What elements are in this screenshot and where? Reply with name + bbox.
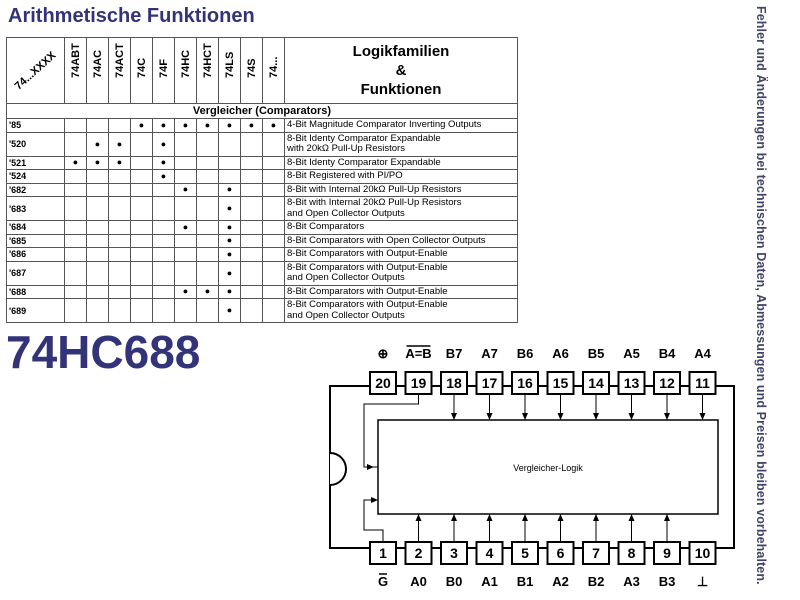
empty-cell <box>263 261 285 285</box>
availability-dot: ● <box>241 119 263 133</box>
family-label: 74F <box>157 58 170 78</box>
family-label: 74LS <box>223 51 236 78</box>
empty-cell <box>153 248 175 262</box>
corner-header-label: 74...XXXX <box>12 49 59 92</box>
availability-dot: ● <box>263 119 285 133</box>
empty-cell <box>109 197 131 221</box>
availability-dot: ● <box>87 156 109 170</box>
pin-13-label: A5 <box>623 346 640 361</box>
pin-19-label: A=B <box>405 346 432 361</box>
function-description-cell <box>285 261 518 285</box>
empty-cell <box>65 285 87 299</box>
pin-2-number: 2 <box>414 545 423 561</box>
table-body <box>7 119 518 323</box>
pin-7-arrow <box>593 514 599 521</box>
pin-18-arrow <box>451 413 457 420</box>
function-description-cell <box>285 285 518 299</box>
pin-12-arrow <box>664 413 670 420</box>
part-number-cell: '524 <box>7 170 65 184</box>
pin-15-label: A6 <box>552 346 569 361</box>
empty-cell <box>65 234 87 248</box>
availability-dot: ● <box>87 132 109 156</box>
page-title: Arithmetische Funktionen <box>8 5 255 27</box>
description-line: 8-Bit Comparators with Output-Enable <box>287 299 448 310</box>
pin-6-label: A2 <box>552 574 569 589</box>
family-label: 74HC <box>179 49 192 78</box>
empty-cell <box>87 221 109 235</box>
empty-cell <box>175 234 197 248</box>
family-label: 74HCT <box>201 42 214 78</box>
pin-19-number: 19 <box>410 375 427 391</box>
section-header: Vergleicher (Comparators) <box>7 104 518 119</box>
empty-cell <box>131 285 153 299</box>
family-header-5 <box>175 38 197 104</box>
empty-cell <box>241 234 263 248</box>
availability-dot: ● <box>219 248 241 262</box>
empty-cell <box>131 132 153 156</box>
pin-11-number: 11 <box>695 375 710 391</box>
empty-cell <box>109 299 131 323</box>
availability-dot: ● <box>175 183 197 197</box>
pin-15-number: 15 <box>552 375 569 391</box>
empty-cell <box>87 285 109 299</box>
empty-cell <box>131 234 153 248</box>
function-description-cell <box>285 197 518 221</box>
pin-8-label: A3 <box>623 574 640 589</box>
description-line: 4-Bit Magnitude Comparator Inverting Outputs <box>287 119 482 130</box>
chip-title: 74HC688 <box>6 326 201 378</box>
empty-cell <box>87 170 109 184</box>
availability-dot: ● <box>219 234 241 248</box>
family-header-9 <box>263 38 285 104</box>
availability-dot: ● <box>109 132 131 156</box>
empty-cell <box>109 285 131 299</box>
empty-cell <box>175 156 197 170</box>
empty-cell <box>153 197 175 221</box>
family-label: 74... <box>267 56 280 78</box>
empty-cell <box>153 183 175 197</box>
family-header-8 <box>241 38 263 104</box>
description-line: 8-Bit Registered with PI/PO <box>287 170 403 181</box>
pin-17-number: 17 <box>481 375 498 391</box>
pin-16-number: 16 <box>517 375 533 391</box>
part-number-cell: '686 <box>7 248 65 262</box>
pin-14-number: 14 <box>588 375 604 391</box>
empty-cell <box>263 234 285 248</box>
empty-cell <box>197 132 219 156</box>
empty-cell <box>65 261 87 285</box>
family-label: 74AC <box>91 49 104 78</box>
pin-15-arrow <box>558 413 564 420</box>
empty-cell <box>109 234 131 248</box>
pin-4-number: 4 <box>485 545 494 561</box>
empty-cell <box>219 132 241 156</box>
empty-cell <box>87 234 109 248</box>
empty-cell <box>65 119 87 133</box>
empty-cell <box>241 221 263 235</box>
empty-cell <box>175 197 197 221</box>
part-number-cell: '520 <box>7 132 65 156</box>
empty-cell <box>263 221 285 235</box>
description-line: 8-Bit Identy Comparator Expandable <box>287 132 441 144</box>
empty-cell <box>219 156 241 170</box>
availability-dot: ● <box>219 299 241 323</box>
table-row <box>7 221 518 235</box>
pin-16-arrow <box>522 413 528 420</box>
pin-20-label: ⊕ <box>377 346 389 361</box>
pin-3-label: B0 <box>445 574 463 589</box>
table-row <box>7 119 518 133</box>
pin-4-arrow <box>487 514 493 521</box>
pin-1-number: 1 <box>379 545 387 561</box>
part-number-cell: '689 <box>7 299 65 323</box>
function-description-cell <box>285 234 518 248</box>
availability-dot: ● <box>175 119 197 133</box>
pin-6-arrow <box>558 514 564 521</box>
description-line: 8-Bit Comparators with Output-Enable <box>287 285 448 297</box>
availability-dot: ● <box>153 119 175 133</box>
pin-7-number: 7 <box>592 545 600 561</box>
pin-2-arrow <box>416 514 422 521</box>
family-header-2 <box>109 38 131 104</box>
description-line: with 20kΩ Pull-Up Resistors <box>287 143 405 154</box>
table-row <box>7 234 518 248</box>
empty-cell <box>241 299 263 323</box>
empty-cell <box>153 285 175 299</box>
empty-cell <box>109 119 131 133</box>
pin-13-arrow <box>629 413 635 420</box>
pin-14-label: B5 <box>587 346 605 361</box>
availability-dot: ● <box>197 119 219 133</box>
empty-cell <box>65 132 87 156</box>
empty-cell <box>197 197 219 221</box>
description-line: 8-Bit Comparators with Output-Enable <box>287 248 448 259</box>
pin-9-arrow <box>664 514 670 521</box>
empty-cell <box>153 234 175 248</box>
empty-cell <box>263 170 285 184</box>
chip-notch <box>330 453 346 485</box>
description-line: and Open Collector Outputs <box>287 272 405 283</box>
part-number-cell: '85 <box>7 119 65 133</box>
pin-19-arrow <box>367 464 374 470</box>
family-label: 74S <box>245 57 258 78</box>
function-description-cell <box>285 132 518 156</box>
part-number-cell: '683 <box>7 197 65 221</box>
pin-9-label: B3 <box>658 574 676 589</box>
header-line-1: Logikfamilien <box>352 43 450 60</box>
pin-2-label: A0 <box>410 574 427 589</box>
empty-cell <box>131 221 153 235</box>
empty-cell <box>241 170 263 184</box>
empty-cell <box>241 156 263 170</box>
availability-dot: ● <box>153 132 175 156</box>
table-row <box>7 261 518 285</box>
empty-cell <box>131 156 153 170</box>
table-row <box>7 183 518 197</box>
pin-13-number: 13 <box>623 375 640 391</box>
pin-4-label: A1 <box>481 574 498 589</box>
family-header-4 <box>153 38 175 104</box>
empty-cell <box>131 261 153 285</box>
family-header-3 <box>131 38 153 104</box>
part-number-cell: '682 <box>7 183 65 197</box>
pin-19-trace <box>364 394 419 467</box>
table-row <box>7 248 518 262</box>
empty-cell <box>197 221 219 235</box>
pin-18-label: B7 <box>445 346 463 361</box>
family-label: 74C <box>135 57 148 78</box>
empty-cell <box>175 132 197 156</box>
empty-cell <box>263 156 285 170</box>
pin-16-label: B6 <box>516 346 534 361</box>
family-header-6 <box>197 38 219 104</box>
empty-cell <box>197 261 219 285</box>
empty-cell <box>153 221 175 235</box>
table-row <box>7 132 518 156</box>
empty-cell <box>219 170 241 184</box>
empty-cell <box>65 183 87 197</box>
part-number-cell: '521 <box>7 156 65 170</box>
empty-cell <box>263 285 285 299</box>
availability-dot: ● <box>131 119 153 133</box>
availability-dot: ● <box>219 221 241 235</box>
family-header-1 <box>87 38 109 104</box>
empty-cell <box>263 132 285 156</box>
description-line: 8-Bit Comparators with Open Collector Outputs <box>287 234 486 246</box>
pin-11-label: A4 <box>694 346 711 361</box>
function-description-cell <box>285 156 518 170</box>
family-header-0 <box>65 38 87 104</box>
table-row <box>7 156 518 170</box>
empty-cell <box>109 248 131 262</box>
empty-cell <box>263 197 285 221</box>
pin-1-arrow <box>371 497 378 503</box>
empty-cell <box>197 299 219 323</box>
empty-cell <box>87 248 109 262</box>
empty-cell <box>197 248 219 262</box>
function-description-cell <box>285 299 518 323</box>
pin-7-label: B2 <box>587 574 605 589</box>
availability-dot: ● <box>65 156 87 170</box>
pin-3-arrow <box>451 514 457 521</box>
empty-cell <box>263 248 285 262</box>
corner-header-cell <box>7 38 65 104</box>
availability-dot: ● <box>153 170 175 184</box>
empty-cell <box>65 197 87 221</box>
pin-10-number: 10 <box>694 545 711 561</box>
empty-cell <box>175 170 197 184</box>
table-row <box>7 299 518 323</box>
logic-block-label: Vergleicher-Logik <box>513 463 583 473</box>
empty-cell <box>87 183 109 197</box>
empty-cell <box>197 156 219 170</box>
part-number-cell: '684 <box>7 221 65 235</box>
table-row <box>7 197 518 221</box>
families-functions-header <box>285 38 518 104</box>
availability-dot: ● <box>197 285 219 299</box>
table-header-row <box>7 38 518 104</box>
availability-dot: ● <box>219 119 241 133</box>
availability-dot: ● <box>219 197 241 221</box>
function-description-cell <box>285 183 518 197</box>
logic-family-table <box>6 37 520 323</box>
empty-cell <box>109 261 131 285</box>
availability-dot: ● <box>109 156 131 170</box>
pin-17-label: A7 <box>481 346 498 361</box>
pin-5-arrow <box>522 514 528 521</box>
function-description-cell <box>285 119 518 133</box>
empty-cell <box>87 119 109 133</box>
pin-11-arrow <box>700 413 706 420</box>
empty-cell <box>65 248 87 262</box>
comparator-table <box>6 37 518 323</box>
empty-cell <box>241 261 263 285</box>
empty-cell <box>131 197 153 221</box>
table-row <box>7 285 518 299</box>
empty-cell <box>87 299 109 323</box>
pin-8-arrow <box>629 514 635 521</box>
empty-cell <box>153 261 175 285</box>
description-line: 8-Bit Identy Comparator Expandable <box>287 156 441 168</box>
empty-cell <box>153 299 175 323</box>
pin-8-number: 8 <box>627 545 636 561</box>
empty-cell <box>109 183 131 197</box>
availability-dot: ● <box>175 221 197 235</box>
header-line-2: & <box>395 62 407 79</box>
pin-3-number: 3 <box>450 545 458 561</box>
pin-5-label: B1 <box>516 574 534 589</box>
description-line: 8-Bit with Internal 20kΩ Pull-Up Resistors <box>287 197 462 208</box>
empty-cell <box>241 248 263 262</box>
empty-cell <box>197 183 219 197</box>
empty-cell <box>109 221 131 235</box>
empty-cell <box>131 170 153 184</box>
empty-cell <box>197 170 219 184</box>
empty-cell <box>175 248 197 262</box>
empty-cell <box>241 132 263 156</box>
description-line: 8-Bit Comparators <box>287 221 365 232</box>
availability-dot: ● <box>175 285 197 299</box>
empty-cell <box>65 299 87 323</box>
empty-cell <box>263 299 285 323</box>
pin-14-arrow <box>593 413 599 420</box>
disclaimer-note: Fehler und Änderungen bei technischen Daten, Abmessungen und Preisen bleiben vorbehalten. <box>754 6 768 585</box>
empty-cell <box>131 248 153 262</box>
pin-10-label: ⊥ <box>696 574 709 589</box>
description-line: and Open Collector Outputs <box>287 207 405 219</box>
empty-cell <box>131 299 153 323</box>
pin-5-number: 5 <box>521 545 529 561</box>
pin-1-trace <box>364 500 383 542</box>
empty-cell <box>131 183 153 197</box>
empty-cell <box>241 197 263 221</box>
function-description-cell <box>285 221 518 235</box>
family-label: 74ABT <box>69 42 82 78</box>
family-label: 74ACT <box>113 42 126 78</box>
empty-cell <box>65 170 87 184</box>
pinout-diagram <box>318 338 738 596</box>
pin-9-number: 9 <box>663 545 671 561</box>
description-line: 8-Bit with Internal 20kΩ Pull-Up Resistors <box>287 183 462 195</box>
empty-cell <box>175 299 197 323</box>
table-row <box>7 170 518 184</box>
empty-cell <box>263 183 285 197</box>
availability-dot: ● <box>219 285 241 299</box>
function-description-cell <box>285 170 518 184</box>
empty-cell <box>87 261 109 285</box>
pin-17-arrow <box>487 413 493 420</box>
pin-18-number: 18 <box>446 375 462 391</box>
function-description-cell <box>285 248 518 262</box>
empty-cell <box>109 170 131 184</box>
family-header-7 <box>219 38 241 104</box>
pin-1-label: G <box>377 574 389 589</box>
part-number-cell: '687 <box>7 261 65 285</box>
pin-12-number: 12 <box>659 375 675 391</box>
availability-dot: ● <box>219 261 241 285</box>
empty-cell <box>65 221 87 235</box>
availability-dot: ● <box>153 156 175 170</box>
pin-6-number: 6 <box>556 545 565 561</box>
part-number-cell: '685 <box>7 234 65 248</box>
description-line: and Open Collector Outputs <box>287 309 405 321</box>
pin-20-number: 20 <box>375 375 391 391</box>
pin-12-label: B4 <box>658 346 676 361</box>
empty-cell <box>197 234 219 248</box>
availability-dot: ● <box>219 183 241 197</box>
empty-cell <box>175 261 197 285</box>
part-number-cell: '688 <box>7 285 65 299</box>
header-line-3: Funktionen <box>360 81 442 98</box>
description-line: 8-Bit Comparators with Output-Enable <box>287 261 448 273</box>
empty-cell <box>241 183 263 197</box>
empty-cell <box>87 197 109 221</box>
empty-cell <box>241 285 263 299</box>
